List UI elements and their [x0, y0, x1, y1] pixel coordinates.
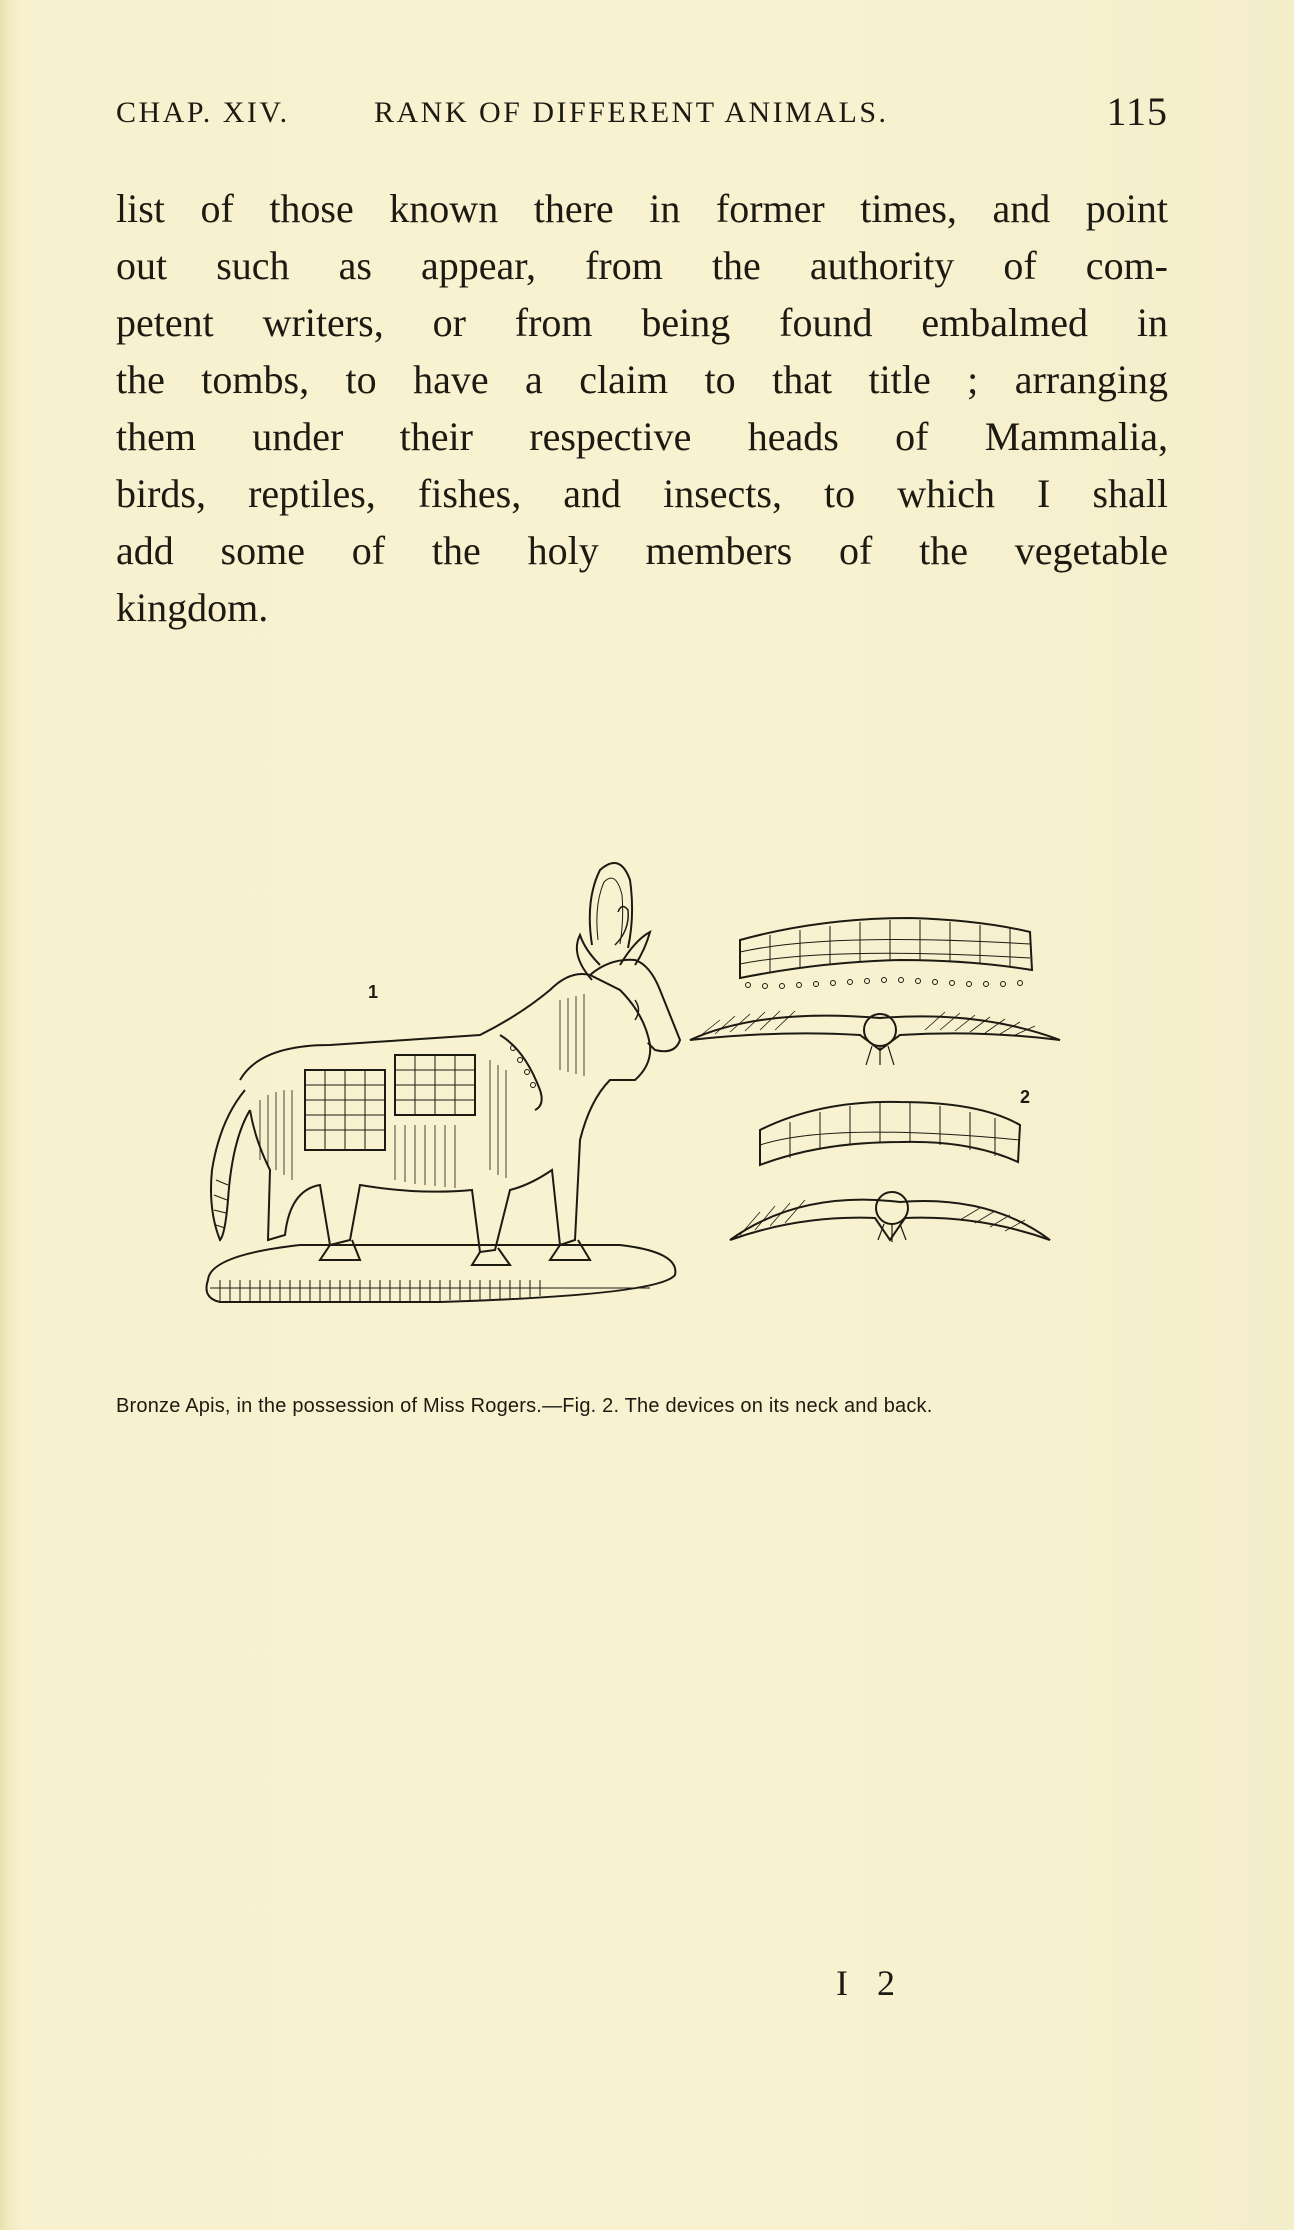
apis-illustration — [180, 840, 1080, 1350]
text-line: them under their respective heads of Mammalia, — [116, 414, 1168, 459]
running-head — [116, 88, 1168, 138]
running-title: RANK OF DIFFERENT ANIMALS. — [374, 96, 889, 129]
text-line: kingdom. — [116, 585, 269, 630]
text-line: add some of the holy members of the vegetable — [116, 528, 1168, 573]
text-line: birds, reptiles, fishes, and insects, to which I shall — [116, 471, 1168, 516]
apis-devices — [690, 918, 1060, 1242]
page-number: 115 — [1106, 89, 1168, 134]
apis-engraving — [180, 840, 1080, 1350]
text-line: the tombs, to have a claim to that title ; arranging — [116, 357, 1168, 402]
figure-label-1: 1 — [368, 982, 379, 1002]
bronze-apis-bull — [207, 863, 681, 1302]
figure-label-2: 2 — [1020, 1087, 1031, 1107]
text-line: list of those known there in former times, and point — [116, 186, 1168, 231]
body-paragraph — [116, 180, 1168, 636]
chapter-label: CHAP. XIV. — [116, 96, 290, 129]
figure-caption: Bronze Apis, in the possession of Miss Rogers.—Fig. 2. The devices on its neck and back. — [116, 1395, 933, 1417]
text-line: out such as appear, from the authority of com- — [116, 243, 1168, 288]
text-line: petent writers, or from being found embalmed in — [116, 300, 1168, 345]
signature-mark: I 2 — [836, 1963, 905, 2003]
